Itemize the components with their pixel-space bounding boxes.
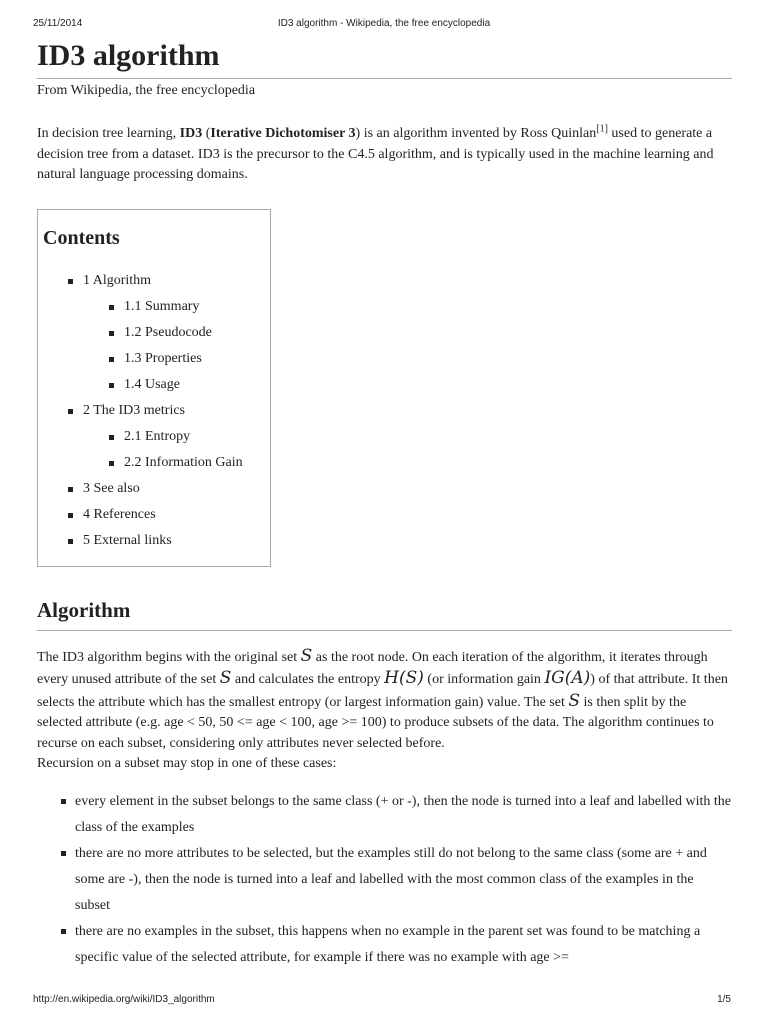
intro-text-post2: used to generate a decision tree from a dataset. ID3 is the precursor to the C4.5 algorithm, and is typically used in the machine learning and natural language processing domains. (37, 126, 714, 182)
print-header (0, 18, 768, 32)
toc-item (43, 268, 270, 294)
bullet-icon (109, 461, 114, 466)
toc-link[interactable]: 1.2 Pseudocode (124, 324, 212, 340)
article-content (37, 36, 732, 971)
toc-item (43, 398, 270, 424)
intro-paren: ( (202, 126, 211, 141)
toc-link[interactable]: 1.4 Usage (124, 376, 180, 392)
bullet-icon (68, 487, 73, 492)
toc-list (43, 268, 270, 554)
list-item-text: there are no examples in the subset, this happens when no example in the parent set was found to be matching a specific value of the selected attribute, for example if there was no example with age >= (75, 923, 701, 965)
intro-bold-id3: ID3 (179, 126, 203, 141)
math-set-s: S (568, 690, 580, 711)
toc-item (43, 424, 270, 450)
toc-link[interactable]: 2 The ID3 metrics (83, 402, 185, 418)
bullet-icon (109, 435, 114, 440)
print-url: http://en.wikipedia.org/wiki/ID3_algorithm (33, 994, 215, 1005)
bullet-icon (68, 279, 73, 284)
list-item (37, 789, 732, 841)
bullet-icon (109, 305, 114, 310)
toc-item (43, 372, 270, 398)
table-of-contents (37, 209, 271, 567)
toc-link[interactable]: 3 See also (83, 480, 140, 496)
toc-item (43, 346, 270, 372)
toc-link[interactable]: 2.2 Information Gain (124, 454, 243, 470)
intro-paragraph (37, 124, 732, 186)
intro-text-pre: In decision tree learning, (37, 126, 180, 141)
algo-text: ) of that attribute. It then selects the attribute which has the smallest entropy (or largest information gain) value. The set (37, 672, 728, 710)
bullet-icon (109, 331, 114, 336)
math-set-s: S (219, 668, 232, 688)
toc-item (43, 502, 270, 528)
toc-link[interactable]: 4 References (83, 506, 156, 522)
toc-link[interactable]: 1 Algorithm (83, 272, 152, 288)
recursion-paragraph: Recursion on a subset may stop in one of these cases: (37, 756, 337, 771)
algo-text: as the root node. On each iteration of the algorithm, it iterates through every unused attribute of the set (37, 649, 708, 687)
section-heading-algorithm: Algorithm (37, 597, 732, 631)
page-title: ID3 algorithm (37, 36, 732, 79)
toc-link[interactable]: 1.1 Summary (124, 298, 200, 314)
math-information-gain: IG(A) (544, 668, 591, 688)
toc-item (43, 450, 270, 476)
toc-item (43, 476, 270, 502)
math-entropy: H(S) (384, 668, 424, 688)
reference-link[interactable]: [1] (596, 123, 608, 135)
list-item-text: every element in the subset belongs to the same class (+ or -), then the node is turned into a leaf and labelled with the class of the examples (75, 793, 731, 835)
intro-bold-fullname: Iterative Dichotomiser 3 (210, 126, 356, 141)
algo-text: and calculates the entropy (231, 672, 385, 687)
toc-item (43, 294, 270, 320)
print-page-title: ID3 algorithm - Wikipedia, the free encyclopedia (277, 18, 491, 29)
bullet-icon (68, 539, 73, 544)
list-item (37, 841, 732, 919)
toc-link[interactable]: 1.3 Properties (124, 350, 202, 366)
list-item-text: there are no more attributes to be selected, but the examples still do not belong to the same class (some are + and some are -), then the node is turned into a leaf and labelled with the most common class of the examples in the subset (75, 845, 707, 913)
bullet-icon (109, 357, 114, 362)
algo-text: The ID3 algorithm begins with the original set (37, 649, 301, 665)
bullet-icon (109, 383, 114, 388)
page-subtitle: From Wikipedia, the free encyclopedia (37, 83, 256, 98)
bullet-icon (61, 929, 66, 934)
bullet-icon (61, 799, 66, 804)
toc-link[interactable]: 5 External links (83, 532, 172, 548)
math-set-s: S (300, 645, 313, 666)
algo-text: (or information gain (423, 672, 545, 687)
algo-text: is then split by the selected attribute (e.g. age < 50, 50 <= age < 100, age >= 100) to produce subsets of the data. The algorithm continues to recurse on each subset, considering only attributes never selected before. (37, 694, 714, 751)
stop-cases-list (37, 789, 732, 971)
algorithm-paragraph (37, 646, 732, 755)
print-footer (0, 994, 768, 1008)
print-page-number: 1/5 (717, 994, 731, 1005)
intro-text-post1: ) is an algorithm invented by Ross Quinlan (355, 126, 597, 141)
toc-item (43, 528, 270, 554)
toc-link[interactable]: 2.1 Entropy (124, 428, 191, 444)
list-item (37, 919, 732, 971)
toc-item (43, 320, 270, 346)
bullet-icon (68, 409, 73, 414)
print-date: 25/11/2014 (33, 18, 83, 29)
bullet-icon (61, 851, 66, 856)
toc-title: Contents (43, 226, 120, 249)
bullet-icon (68, 513, 73, 518)
